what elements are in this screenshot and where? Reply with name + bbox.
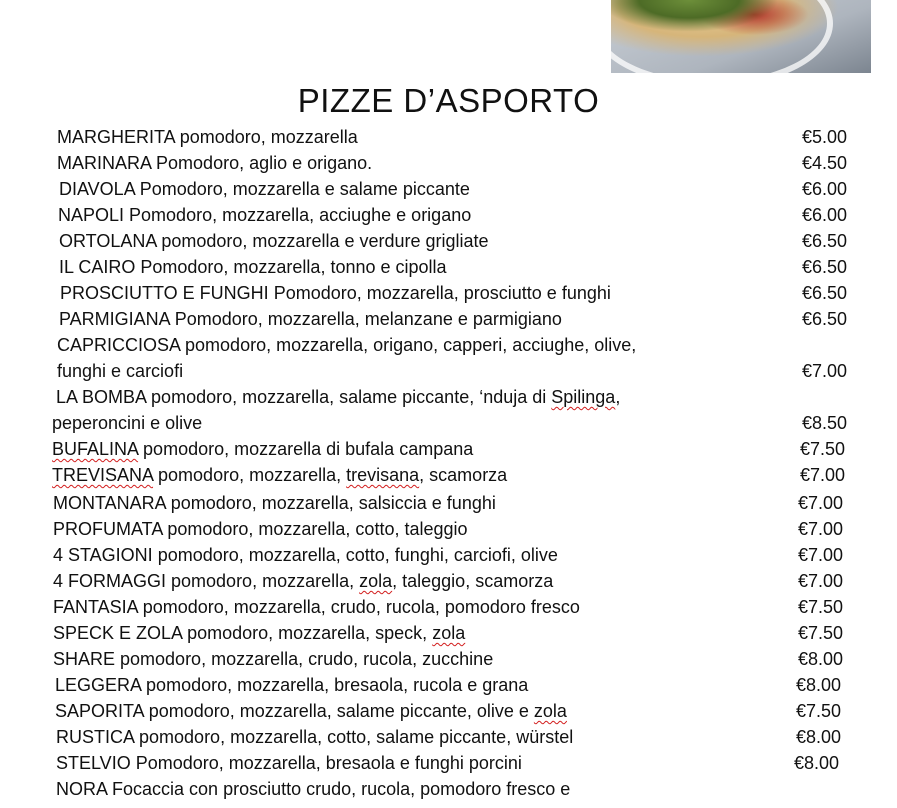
pizza-ingredients-tail: , taleggio, scamorza — [392, 571, 554, 591]
menu-item-bufalina — [52, 436, 473, 462]
pizza-ingredients: pomodoro, mozzarella, origano, capperi, acciughe, olive, — [180, 335, 637, 355]
pizza-ingredients: Pomodoro, mozzarella, tonno e cipolla — [135, 257, 447, 277]
pizza-ingredients-tail: , scamorza — [419, 465, 508, 485]
pizza-ingredients: pomodoro, mozzarella, salsiccia e funghi — [165, 493, 496, 513]
menu-item-trevisana — [52, 462, 507, 488]
pizza-ingredients-continued: peperoncini e olive — [52, 413, 203, 433]
pizza-name: LEGGERA — [55, 675, 142, 695]
menu-item-leggera — [55, 672, 528, 698]
price: €4.50 — [802, 153, 848, 173]
menu-item-nora — [56, 776, 570, 802]
price: €7.00 — [798, 545, 844, 565]
plate-rim — [611, 0, 833, 73]
menu-item-saporita — [55, 698, 567, 724]
price: €7.50 — [798, 623, 844, 643]
pizza-ingredients: pomodoro, mozzarella, salame piccante, ‘nduja di — [146, 387, 552, 407]
pizza-ingredients: pomodoro, mozzarella, salame piccante, olive e — [143, 701, 534, 721]
menu-item-montanara — [53, 490, 496, 516]
pizza-name: MARGHERITA — [57, 127, 175, 147]
pizza-name: TREVISANA — [52, 465, 154, 485]
price: €6.50 — [802, 231, 848, 251]
pizza-ingredients: pomodoro, mozzarella, cotto, salame piccante, würstel — [134, 727, 574, 747]
pizza-ingredients: Focaccia con prosciutto crudo, rucola, pomodoro fresco e — [107, 779, 571, 799]
menu-item-margherita — [57, 124, 358, 150]
pizza-name: LA BOMBA — [56, 387, 147, 407]
pizza-name: SPECK E ZOLA — [53, 623, 183, 643]
spellcheck-word: trevisana — [346, 465, 420, 485]
pizza-name: PROSCIUTTO E FUNGHI — [60, 283, 269, 303]
pizza-ingredients: Pomodoro, mozzarella e salame piccante — [134, 179, 470, 199]
pizza-name: ORTOLANA — [59, 231, 157, 251]
pizza-name: 4 STAGIONI — [53, 545, 153, 565]
pizza-name: BUFALINA — [52, 439, 139, 459]
price: €8.00 — [796, 675, 842, 695]
pizza-ingredients: pomodoro, mozzarella — [174, 127, 358, 147]
pizza-ingredients: pomodoro, mozzarella, — [153, 465, 347, 485]
pizza-name: SAPORITA — [55, 701, 144, 721]
price: €8.00 — [796, 727, 842, 747]
menu-item-diavola — [59, 176, 470, 202]
pizza-name: FANTASIA — [53, 597, 138, 617]
pizza-name: MONTANARA — [53, 493, 166, 513]
menu-item-4-stagioni — [53, 542, 558, 568]
menu-item-ortolana — [59, 228, 489, 254]
pizza-name: 4 FORMAGGI — [53, 571, 167, 591]
menu-item-parmigiana — [59, 306, 562, 332]
price: €5.00 — [802, 127, 848, 147]
price: €7.50 — [800, 439, 846, 459]
pizza-photo — [611, 0, 871, 73]
price: €6.50 — [802, 257, 848, 277]
pizza-ingredients: pomodoro, mozzarella, crudo, rucola, pomodoro fresco — [137, 597, 580, 617]
menu-item-share — [53, 646, 493, 672]
pizza-ingredients: pomodoro, mozzarella e verdure grigliate — [156, 231, 489, 251]
price: €7.00 — [802, 361, 848, 381]
pizza-ingredients-continued: funghi e carciofi — [57, 361, 184, 381]
menu-item-marinara — [57, 150, 372, 176]
pizza-name: RUSTICA — [56, 727, 135, 747]
pizza-ingredients: Pomodoro, mozzarella, acciughe e origano — [124, 205, 472, 225]
pizza-ingredients: pomodoro, mozzarella, speck, — [182, 623, 433, 643]
spellcheck-word: zola — [533, 701, 567, 721]
pizza-name: IL CAIRO — [59, 257, 136, 277]
pizza-ingredients: pomodoro, mozzarella, cotto, taleggio — [162, 519, 468, 539]
menu-item-napoli — [58, 202, 471, 228]
price: €8.00 — [798, 649, 844, 669]
pizza-ingredients: Pomodoro, mozzarella, melanzane e parmigiano — [169, 309, 562, 329]
pizza-name: NORA — [56, 779, 108, 799]
page-title: PIZZE D’ASPORTO — [297, 82, 600, 119]
pizza-name: STELVIO — [56, 753, 131, 773]
menu-item-profumata — [53, 516, 468, 542]
pizza-ingredients: pomodoro, mozzarella, — [166, 571, 360, 591]
pizza-ingredients: pomodoro, mozzarella, crudo, rucola, zucchine — [115, 649, 494, 669]
pizza-ingredients: Pomodoro, mozzarella, prosciutto e funghi — [268, 283, 611, 303]
pizza-name: CAPRICCIOSA — [57, 335, 181, 355]
pizza-ingredients: pomodoro, mozzarella di bufala campana — [138, 439, 474, 459]
pizza-ingredients-tail: , — [615, 387, 621, 407]
price: €6.00 — [802, 205, 848, 225]
pizza-name: NAPOLI — [58, 205, 125, 225]
menu-item-capricciosa — [57, 332, 636, 358]
spellcheck-word: zola — [432, 623, 466, 643]
menu-item-fantasia — [53, 594, 580, 620]
pizza-ingredients: pomodoro, mozzarella, bresaola, rucola e grana — [141, 675, 529, 695]
menu-item-stelvio — [56, 750, 522, 776]
pizza-name: DIAVOLA — [59, 179, 135, 199]
pizza-name: PARMIGIANA — [59, 309, 170, 329]
pizza-ingredients: Pomodoro, aglio e origano. — [151, 153, 373, 173]
price: €8.00 — [794, 753, 840, 773]
menu-item-prosciutto-e-funghi — [60, 280, 611, 306]
pizza-name: MARINARA — [57, 153, 152, 173]
menu-item-rustica — [56, 724, 573, 750]
price: €8.50 — [802, 413, 848, 433]
menu-item-la-bomba — [56, 384, 620, 410]
spellcheck-word: zola — [359, 571, 393, 591]
pizza-name: SHARE — [53, 649, 116, 669]
pizza-ingredients: Pomodoro, mozzarella, bresaola e funghi porcini — [130, 753, 522, 773]
price: €6.00 — [802, 179, 848, 199]
price: €7.00 — [798, 519, 844, 539]
menu-item-speck-e-zola — [53, 620, 465, 646]
price: €7.50 — [796, 701, 842, 721]
pizza-ingredients: pomodoro, mozzarella, cotto, funghi, carciofi, olive — [152, 545, 558, 565]
price: €6.50 — [802, 309, 848, 329]
pizza-name: PROFUMATA — [53, 519, 163, 539]
price: €7.00 — [798, 571, 844, 591]
price: €6.50 — [802, 283, 848, 303]
spellcheck-word: Spilinga — [551, 387, 616, 407]
price: €7.00 — [798, 493, 844, 513]
price: €7.50 — [798, 597, 844, 617]
price: €7.00 — [800, 465, 846, 485]
menu-item-4-formaggi — [53, 568, 553, 594]
menu-item-il-cairo — [59, 254, 447, 280]
